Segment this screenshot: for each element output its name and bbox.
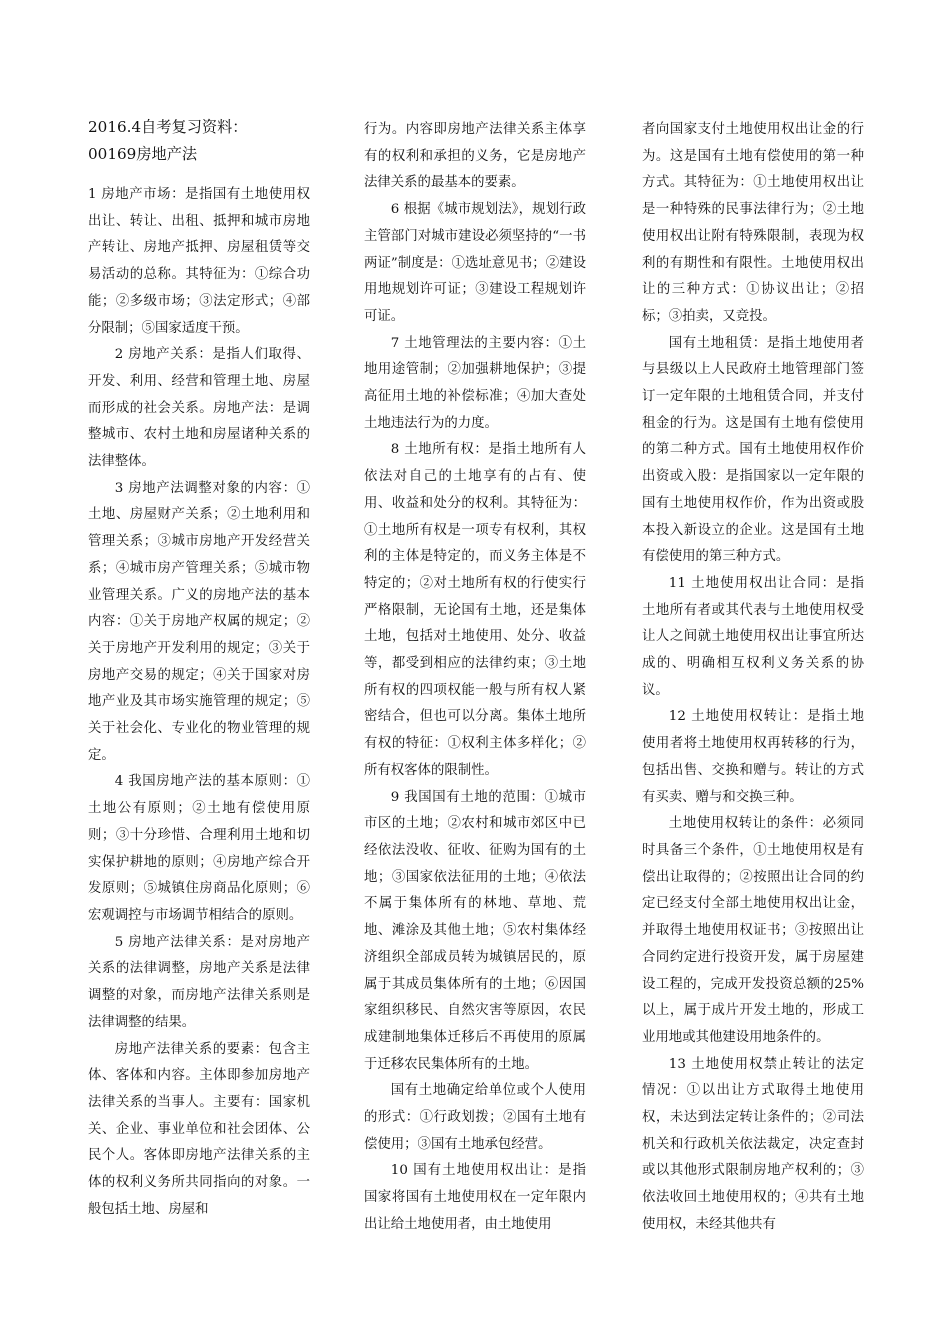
paragraph: 10 国有土地使用权出让：是指国家将国有土地使用权在一定年限内出让给土地使用者，由土地使用 [364,1163,586,1232]
paragraph-continued: 者向国家支付土地使用权出让金的行为。这是国有土地有偿使用的第一种方式。其特征为：①土地使用权出让是一种特殊的民事法律行为；②土地使用权出让附有特殊限制，表现为权利的有期性和有限性。土地使用权出让的三种方式：①协议出让；②招标；③拍卖，又竞投。 [642,122,864,324]
document-title [88,114,310,168]
column-1 [88,114,310,1223]
paragraph: 9 我国国有土地的范围：①城市市区的土地；②农村和城市郊区中已经依法没收、征收、征购为国有的土地；③国家依法征用的土地；④依法不属于集体所有的林地、草地、荒地、滩涂及其他土地；⑤农村集体经济组织全部成员转为城镇居民的，原属于其成员集体所有的土地；⑥因国家组织移民、自然灾害等原因，农民成建制地集体迁移后不再使用的原属于迁移农民集体所有的土地。 [364,789,586,1072]
paragraph: 5 房地产法律关系：是对房地产关系的法律调整，房地产关系是法律调整的对象，而房地产法律关系则是法律调整的结果。 [88,934,310,1030]
paragraph: 13 土地使用权禁止转让的法定情况：①以出让方式取得土地使用权，未达到法定转让条件的；②司法机关和行政机关依法裁定，决定查封或以其他形式限制房地产权利的；③依法收回土地使用权的；④共有土地使用权，未经其他共有 [642,1056,864,1232]
paragraph: 2 房地产关系：是指人们取得、开发、利用、经营和管理土地、房屋而形成的社会关系。房地产法：是调整城市、农村土地和房屋诸种关系的法律整体。 [88,347,310,470]
paragraph: 房地产法律关系的要素：包含主体、客体和内容。主体即参加房地产法律关系的当事人。主要有：国家机关、企业、事业单位和社会团体、公民个人。客体即房地产法律关系的主体的权利义务所共同指向的对象。一般包括土地、房屋和 [88,1041,310,1217]
column-3 [642,117,864,1239]
title-line-2: 00169房地产法 [88,145,198,163]
paragraph: 12 土地使用权转让：是指土地使用者将土地使用权再转移的行为，包括出售、交换和赠与。转让的方式有买卖、赠与和交换三种。 [642,709,864,805]
paragraph: 土地使用权转让的条件：必须同时具备三个条件，①土地使用权是有偿出让取得的；②按照出让合同的约定已经支付全部土地使用权出让金，并取得土地使用权证书；③按照出让合同约定进行投资开发，属于房屋建设工程的，完成开发投资总额的25%以上，属于成片开发土地的，形成工业用地或其他建设用地条件的。 [642,816,864,1045]
paragraph: 4 我国房地产法的基本原则：①土地公有原则；②土地有偿使用原则；③十分珍惜、合理利用土地和切实保护耕地的原则；④房地产综合开发原则；⑤城镇住房商品化原则；⑥宏观调控与市场调节相结合的原则。 [88,774,310,923]
paragraph-continued: 行为。内容即房地产法律关系主体享有的权利和承担的义务，它是房地产法律关系的最基本的要素。 [364,122,586,191]
title-line-1: 2016.4自考复习资料： [88,118,248,136]
paragraph: 11 土地使用权出让合同：是指土地所有者或其代表与土地使用权受让人之间就土地使用权出让事宜所达成的、明确相互权利义务关系的协议。 [642,575,864,698]
paragraph: 3 房地产法调整对象的内容：①土地、房屋财产关系；②土地利用和管理关系；③城市房地产开发经营关系；④城市房产管理关系；⑤城市物业管理关系。广义的房地产法的基本内容：①关于房地产权属的规定；②关于房地产开发利用的规定；③关于房地产交易的规定；④关于国家对房地产业及其市场实施管理的规定；⑤关于社会化、专业化的物业管理的规定。 [88,480,310,763]
paragraph: 1 房地产市场：是指国有土地使用权出让、转让、出租、抵押和城市房地产转让、房地产抵押、房屋租赁等交易活动的总称。其特征为：①综合功能；②多级市场；③法定形式；④部分限制；⑤国家适度干预。 [88,187,310,336]
paragraph: 国有土地确定给单位或个人使用的形式：①行政划拨；②国有土地有偿使用；③国有土地承包经营。 [364,1083,586,1152]
column-2 [364,117,586,1239]
paragraph: 8 土地所有权：是指土地所有人依法对自己的土地享有的占有、使用、收益和处分的权利。其特征为：①土地所有权是一项专有权利，其权利的主体是特定的，而义务主体是不特定的；②对土地所有权的行使实行严格限制，无论国有土地，还是集体土地，包括对土地使用、处分、收益等，都受到相应的法律约束；③土地所有权的四项权能一般与所有权人紧密结合，但也可以分离。集体土地所有权的特征：①权利主体多样化；②所有权客体的限制性。 [364,442,586,778]
paragraph: 7 土地管理法的主要内容：①土地用途管制；②加强耕地保护；③提高征用土地的补偿标准；④加大查处土地违法行为的力度。 [364,335,586,431]
paragraph: 国有土地租赁：是指土地使用者与县级以上人民政府土地管理部门签订一定年限的土地租赁合同，并支付租金的行为。这是国有土地有偿使用的第二种方式。国有土地使用权作价出资或入股：是指国家以一定年限的国有土地使用权作价，作为出资或股本投入新设立的企业。这是国有土地有偿使用的第三种方式。 [642,335,864,565]
paragraph: 6 根据《城市规划法》，规划行政主管部门对城市建设必须坚持的“一书两证”制度是：①选址意见书；②建设用地规划许可证；③建设工程规划许可证。 [364,202,586,324]
